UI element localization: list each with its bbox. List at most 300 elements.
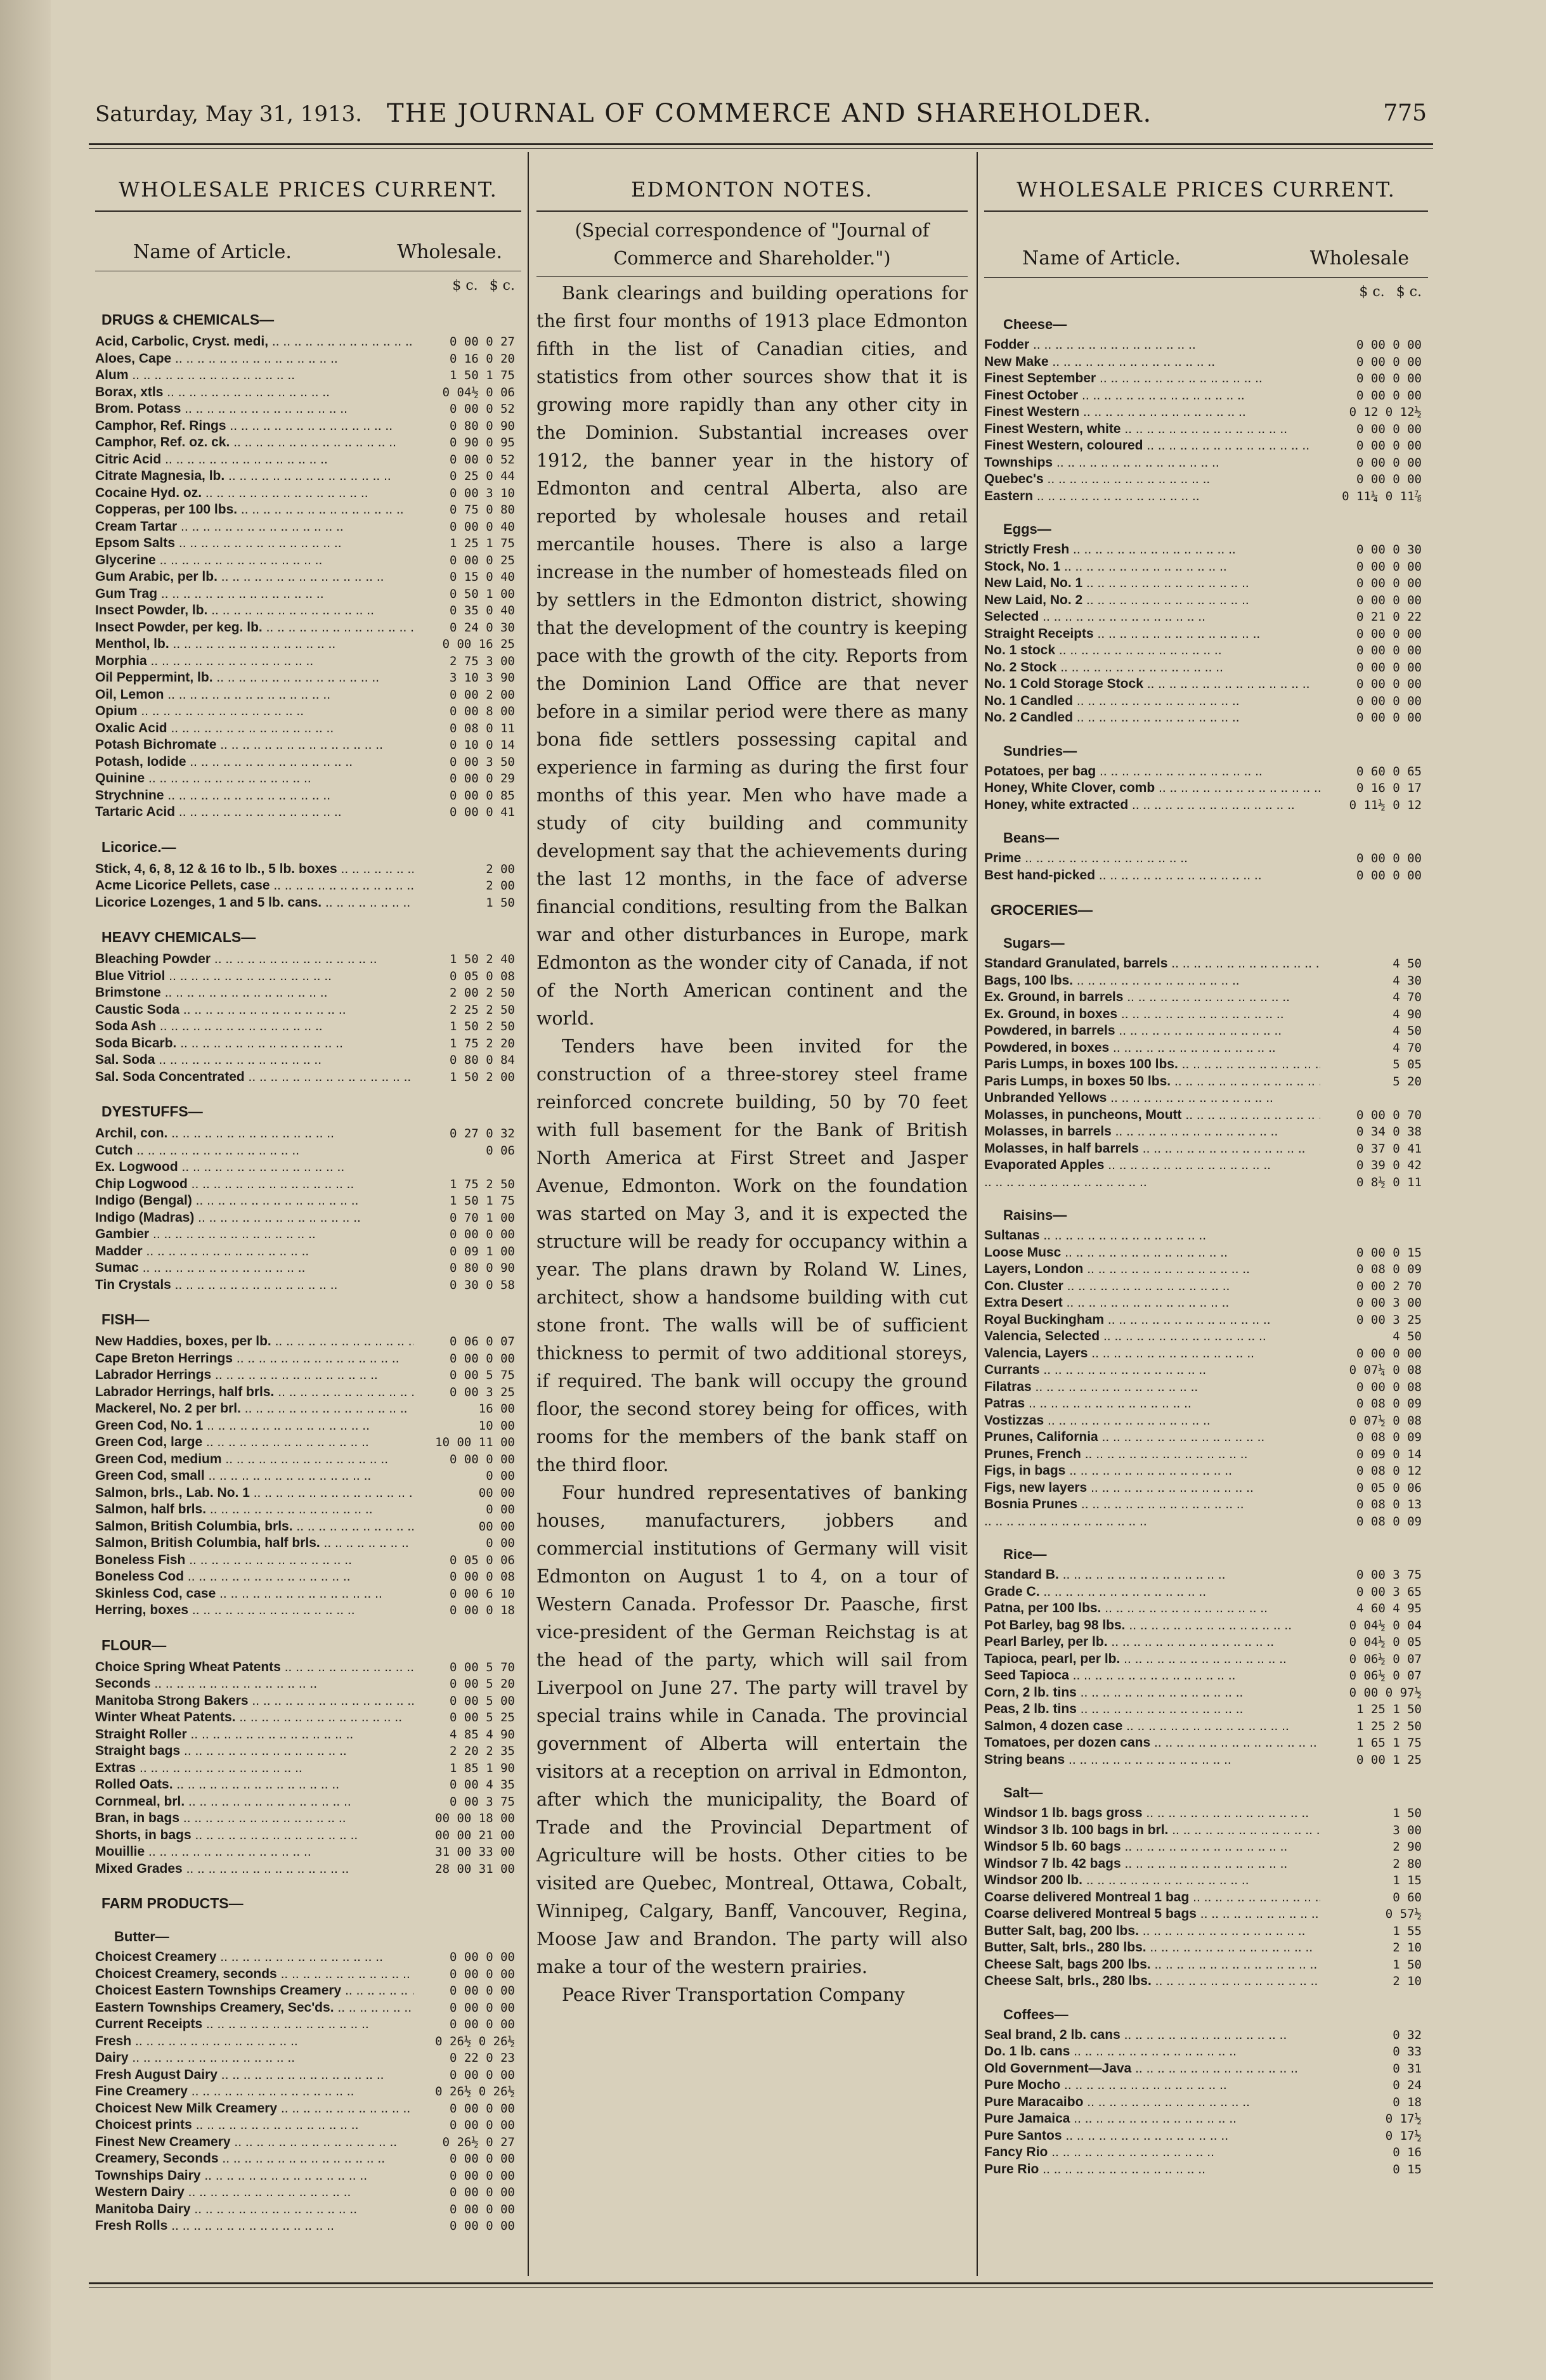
article-name: Cutch .. .. bbox=[95, 1142, 413, 1160]
article-name: Archil, con. .. .. bbox=[95, 1125, 413, 1142]
article-name: Fresh Rolls .. .. bbox=[95, 2218, 413, 2235]
price-range: 4 30 bbox=[1393, 973, 1422, 988]
price-row bbox=[984, 1227, 1428, 1245]
price-unit-header bbox=[95, 278, 521, 294]
price-row bbox=[95, 1018, 521, 1035]
price-range: 0 05 0 06 bbox=[450, 1553, 515, 1567]
price-range: 5 20 bbox=[1393, 1074, 1422, 1089]
article-name: Bleaching Powder .. .. bbox=[95, 951, 413, 968]
article-name: Stick, 4, 6, 8, 12 & 16 to lb., 5 lb. boxes .. .. bbox=[95, 861, 413, 878]
price-range: 0 00 3 50 bbox=[450, 754, 515, 769]
price-range: 1 25 1 50 bbox=[1356, 1702, 1422, 1716]
price-row bbox=[984, 867, 1428, 884]
section-heading: FLOUR— bbox=[101, 1636, 167, 1653]
article-name: Con. Cluster .. .. bbox=[984, 1278, 1320, 1295]
article-name: Labrador Herrings .. .. bbox=[95, 1367, 413, 1384]
article-paragraph: Four hundred representatives of banking houses, manufacturers, jobbers and commercial institutions of Germany will visit Edmonton on August 1 to 4, on a tour of Western Canada. Professor Dr. Paasche, first vice-president of the German Reichstag is at the head of the party, which will sail from Liverpool on June 27. The party will travel by special trains while in Canada. The provincial government of Alberta will entertain the visitors at a reception on arrival in Edmonton, after which the municipality, the Board of Trade and the Provincial Department of Agriculture will be hosts. Other cities to be visited are Quebec, Montreal, Ottawa, Cobalt, Winnipeg, Calgary, Banff, Vancouver, Regina, Moose Jaw and Brandon. The party will also make a tour of the western prairies. bbox=[536, 1482, 968, 1977]
price-range: 0 00 5 00 bbox=[450, 1693, 515, 1708]
price-row bbox=[95, 1602, 521, 1619]
article-name: Salmon, 4 dozen case .. .. bbox=[984, 1718, 1320, 1735]
price-row bbox=[95, 569, 521, 586]
article-name: Mackerel, No. 2 per brl. .. .. bbox=[95, 1400, 413, 1418]
article-name: No. 1 Cold Storage Stock .. .. bbox=[984, 676, 1320, 693]
price-row bbox=[984, 1174, 1428, 1191]
price-row bbox=[95, 1052, 521, 1069]
price-row bbox=[95, 2033, 521, 2050]
price-range: 0 00 0 00 bbox=[1356, 694, 1422, 708]
article-name: Cheese Salt, bags 200 lbs. .. .. bbox=[984, 1956, 1320, 1974]
article-name: Finest Western .. .. bbox=[984, 404, 1320, 421]
article-name: Honey, white extracted .. .. bbox=[984, 797, 1320, 814]
article-name: No. 1 Candled .. .. bbox=[984, 693, 1320, 710]
price-range bbox=[1320, 1090, 1428, 1107]
price-row bbox=[984, 1600, 1428, 1617]
subsection-heading: Sundries— bbox=[1003, 742, 1077, 759]
price-range: 4 90 bbox=[1393, 1007, 1422, 1021]
price-range: 0 00 0 00 bbox=[1356, 593, 1422, 607]
price-row bbox=[984, 1379, 1428, 1396]
article-name: Finest September .. .. bbox=[984, 370, 1320, 387]
article-name: Pure Maracaibo .. .. bbox=[984, 2094, 1320, 2111]
price-range: 0 00 0 00 bbox=[1356, 711, 1422, 725]
article-name: Choicest Creamery, seconds .. .. bbox=[95, 1966, 413, 1983]
price-row bbox=[95, 602, 521, 619]
price-row bbox=[95, 1210, 521, 1227]
price-range: 0 32 bbox=[1393, 2028, 1422, 2042]
price-range: 0 00 0 00 bbox=[450, 2185, 515, 2199]
price-row bbox=[984, 488, 1428, 505]
price-range: 0 60 0 65 bbox=[1356, 764, 1422, 779]
article-name: No. 2 Stock .. .. bbox=[984, 659, 1320, 676]
article-name: Fancy Rio .. .. bbox=[984, 2144, 1320, 2161]
article-name: Potash, Iodide .. .. bbox=[95, 754, 413, 771]
subsection-heading: Raisins— bbox=[1003, 1207, 1067, 1223]
page-number: 775 bbox=[1383, 100, 1427, 126]
price-row bbox=[95, 2083, 521, 2100]
price-range: 0 00 0 00 bbox=[1356, 660, 1422, 675]
article-name: Layers, London .. .. bbox=[984, 1261, 1320, 1278]
article-name: Strychnine .. .. bbox=[95, 787, 413, 805]
price-row bbox=[95, 1776, 521, 1794]
price-row bbox=[984, 575, 1428, 592]
price-row bbox=[95, 1726, 521, 1743]
price-range: 0 07¼ 0 08 bbox=[1349, 1363, 1422, 1377]
price-range: 0 00 0 00 bbox=[450, 1984, 515, 1998]
price-row bbox=[984, 955, 1428, 973]
price-range: 0 06½ 0 07 bbox=[1349, 1652, 1422, 1666]
price-range: 0 33 bbox=[1393, 2045, 1422, 2059]
article-name: Grade C. .. .. bbox=[984, 1584, 1320, 1601]
article-name: Sal. Soda Concentrated .. .. bbox=[95, 1069, 413, 1086]
price-range: 1 50 bbox=[1393, 1806, 1422, 1820]
article-name: Acid, Carbolic, Cryst. medi, .. .. bbox=[95, 333, 413, 351]
price-row bbox=[95, 1451, 521, 1468]
price-row bbox=[95, 2184, 521, 2201]
article-name: Coarse delivered Montreal 1 bag .. .. bbox=[984, 1889, 1320, 1906]
price-row bbox=[95, 1277, 521, 1294]
article-name: Quebec's .. .. bbox=[984, 471, 1320, 488]
article-name: Pearl Barley, per lb. .. .. bbox=[984, 1634, 1320, 1651]
article-name: Windsor 1 lb. bags gross .. .. bbox=[984, 1805, 1320, 1822]
price-range: 0 00 0 00 bbox=[1356, 455, 1422, 470]
price-range: 0 00 0 30 bbox=[1356, 543, 1422, 557]
price-range: 0 00 0 41 bbox=[450, 805, 515, 819]
price-row bbox=[95, 2150, 521, 2168]
article-name: Choice Spring Wheat Patents .. .. bbox=[95, 1659, 413, 1676]
left-price-list bbox=[95, 278, 521, 2235]
price-range: 0 00 0 08 bbox=[450, 1570, 515, 1584]
price-range: 0 00 0 08 bbox=[1356, 1380, 1422, 1394]
price-row bbox=[984, 780, 1428, 797]
price-row bbox=[984, 1667, 1428, 1685]
price-range: 0 08 0 09 bbox=[1356, 1514, 1422, 1529]
middle-column-title: EDMONTON NOTES. bbox=[631, 178, 873, 202]
price-row bbox=[95, 1810, 521, 1827]
price-range: 0 06 bbox=[486, 1143, 515, 1158]
price-range: 2 00 bbox=[486, 879, 515, 893]
price-row bbox=[984, 354, 1428, 371]
price-row bbox=[984, 693, 1428, 710]
price-range: 0 15 bbox=[1393, 2162, 1422, 2176]
price-range: 0 11¼ 0 11⅞ bbox=[1342, 489, 1422, 503]
journal-title: THE JOURNAL OF COMMERCE AND SHAREHOLDER. bbox=[387, 99, 1153, 128]
price-row bbox=[95, 2050, 521, 2067]
article-name: New Laid, No. 1 .. .. bbox=[984, 575, 1320, 592]
article-paragraph: Tenders have been invited for the construction of a three-storey steel frame reinforced concrete building, 50 by 70 feet with full basement for the Bank of British North America at First Street and Jasper Avenue, Edmonton. Work on the foundation was started on May 3, and it is expected the structure will be ready for occupancy within a year. The plans drawn by Roland W. Lines, architect, show a handsome building with cut stone front. The walls will be of sufficient thickness to permit of two additional storeys, if required. The bank will occupy the ground floor, the second storey being for offices, with rooms for the members of the bank staff on the third floor. bbox=[536, 1036, 968, 1475]
article-name: Green Cod, small .. .. bbox=[95, 1468, 413, 1485]
subsection-heading: Cheese— bbox=[1003, 316, 1067, 332]
article-name: Sumac .. .. bbox=[95, 1260, 413, 1277]
article-name: Menthol, lb. .. .. bbox=[95, 636, 413, 653]
price-row bbox=[95, 333, 521, 351]
price-range: 0 00 2 00 bbox=[450, 687, 515, 702]
price-range: 0 00 3 25 bbox=[450, 1385, 515, 1399]
price-row bbox=[95, 1035, 521, 1052]
article-name: Honey, White Clover, comb .. .. bbox=[984, 780, 1320, 797]
price-row bbox=[95, 804, 521, 821]
section-heading: GROCERIES— bbox=[991, 902, 1093, 918]
left-price-column bbox=[95, 152, 521, 2235]
price-row bbox=[95, 351, 521, 368]
price-row bbox=[95, 1709, 521, 1726]
article-name: Unbranded Yellows .. .. bbox=[984, 1090, 1320, 1107]
price-row bbox=[95, 1659, 521, 1676]
price-range: 0 00 0 15 bbox=[1356, 1245, 1422, 1260]
price-row bbox=[95, 535, 521, 552]
article-intro: (Special correspondence of "Journal of Commerce and Shareholder.") bbox=[575, 220, 930, 269]
price-range: 4 70 bbox=[1393, 990, 1422, 1004]
price-range: 0 00 0 97½ bbox=[1349, 1685, 1422, 1700]
price-row bbox=[95, 1159, 521, 1176]
edmonton-notes-column bbox=[536, 152, 968, 2009]
price-row bbox=[984, 2111, 1428, 2128]
price-range: 0 24 bbox=[1393, 2078, 1422, 2092]
left-title-rule bbox=[95, 210, 521, 212]
price-row bbox=[984, 609, 1428, 626]
price-range: 2 25 2 50 bbox=[450, 1002, 515, 1017]
column-divider-1 bbox=[528, 152, 529, 2276]
price-row bbox=[984, 1567, 1428, 1584]
price-row bbox=[95, 1260, 521, 1277]
price-row bbox=[95, 895, 521, 912]
price-range: 4 85 4 90 bbox=[450, 1727, 515, 1742]
footer-rule-thin bbox=[89, 2287, 1433, 2288]
article-name: Powdered, in boxes .. .. bbox=[984, 1040, 1320, 1057]
price-range: 0 26½ 0 26½ bbox=[435, 2034, 515, 2048]
price-row bbox=[984, 642, 1428, 659]
article-name: Quinine .. .. bbox=[95, 770, 413, 787]
price-range: 0 08 0 11 bbox=[450, 721, 515, 735]
price-range: 0 00 5 70 bbox=[450, 1660, 515, 1674]
price-row bbox=[984, 1839, 1428, 1856]
subsection-heading: Butter— bbox=[114, 1929, 169, 1944]
article-name: Do. 1 lb. cans .. .. bbox=[984, 2043, 1320, 2060]
price-range: 0 00 0 00 bbox=[1356, 868, 1422, 883]
price-row bbox=[95, 2218, 521, 2235]
price-range: 0 00 0 00 bbox=[1356, 626, 1422, 641]
price-range: 0 00 5 20 bbox=[450, 1677, 515, 1691]
price-range: 0 00 0 00 bbox=[1356, 851, 1422, 865]
price-row bbox=[95, 2134, 521, 2151]
price-range: 10 00 11 00 bbox=[435, 1435, 515, 1449]
article-name: Potatoes, per bag .. .. bbox=[984, 763, 1320, 780]
article-name: Valencia, Layers .. .. bbox=[984, 1345, 1320, 1362]
article-name: Seed Tapioca .. .. bbox=[984, 1667, 1320, 1685]
price-row bbox=[95, 1568, 521, 1586]
article-name: Patna, per 100 lbs. .. .. bbox=[984, 1600, 1320, 1617]
price-range: 1 25 1 75 bbox=[450, 536, 515, 550]
price-range: 0 00 0 00 bbox=[450, 1227, 515, 1241]
price-range: 00 00 bbox=[478, 1519, 515, 1534]
price-range: 0 00 0 00 bbox=[450, 2067, 515, 2082]
price-range: 0 80 0 90 bbox=[450, 1261, 515, 1275]
price-range: 0 00 0 00 bbox=[1356, 644, 1422, 657]
article-name: Acme Licorice Pellets, case .. .. bbox=[95, 877, 413, 895]
price-range: 0 00 0 85 bbox=[450, 788, 515, 803]
price-row bbox=[984, 1141, 1428, 1158]
price-row bbox=[95, 1760, 521, 1777]
subsection-heading: Eggs— bbox=[1003, 521, 1051, 537]
price-range: 2 90 bbox=[1393, 1840, 1422, 1854]
right-price-column bbox=[984, 152, 1428, 2178]
price-row bbox=[95, 1367, 521, 1384]
middle-title-rule bbox=[536, 210, 968, 212]
price-range: 0 04½ 0 06 bbox=[442, 385, 515, 399]
price-row bbox=[95, 1501, 521, 1518]
price-row bbox=[984, 541, 1428, 559]
price-row bbox=[984, 797, 1428, 814]
price-range: 0 16 0 17 bbox=[1356, 781, 1422, 795]
price-row bbox=[984, 1328, 1428, 1345]
article-name: Eastern Townships Creamery, Sec'ds. .. .. bbox=[95, 2000, 413, 2017]
article-name: Figs, in bags .. .. bbox=[984, 1463, 1320, 1480]
article-name: Soda Ash .. .. bbox=[95, 1018, 413, 1035]
price-row bbox=[984, 2077, 1428, 2094]
price-row bbox=[984, 387, 1428, 404]
price-range: 3 00 bbox=[1393, 1823, 1422, 1837]
price-row bbox=[984, 455, 1428, 472]
price-row bbox=[984, 1040, 1428, 1057]
price-range: 0 00 0 00 bbox=[450, 1351, 515, 1366]
article-name bbox=[984, 1513, 1320, 1530]
left-column-title: WHOLESALE PRICES CURRENT. bbox=[119, 178, 498, 202]
article-name: Choicest Eastern Townships Creamery .. .. bbox=[95, 1982, 413, 2000]
price-range: 0 00 0 00 bbox=[450, 2152, 515, 2166]
article-name: Tapioca, pearl, per lb. .. .. bbox=[984, 1651, 1320, 1668]
price-row bbox=[984, 1651, 1428, 1668]
price-range: 0 00 0 00 bbox=[450, 2118, 515, 2132]
price-range: 0 00 5 25 bbox=[450, 1711, 515, 1724]
subsection-heading: Sugars— bbox=[1003, 935, 1065, 951]
price-range: 0 00 8 00 bbox=[450, 704, 515, 718]
article-name: Fresh August Dairy .. .. bbox=[95, 2067, 413, 2084]
article-name: Camphor, Ref. Rings .. .. bbox=[95, 418, 413, 435]
price-row bbox=[95, 1333, 521, 1350]
price-range: 0 00 0 00 bbox=[1356, 354, 1422, 369]
price-row bbox=[95, 669, 521, 687]
article-name: Gum Arabic, per lb. .. .. bbox=[95, 569, 413, 586]
price-range: 0 8½ 0 11 bbox=[1356, 1175, 1422, 1189]
price-row bbox=[95, 1966, 521, 1983]
article-name: Brom. Potass .. .. bbox=[95, 401, 413, 418]
price-row bbox=[95, 1142, 521, 1160]
price-row bbox=[95, 1243, 521, 1260]
price-range: 0 80 0 90 bbox=[450, 418, 515, 433]
price-row bbox=[984, 1463, 1428, 1480]
article-name: New Make .. .. bbox=[984, 354, 1320, 371]
article-name: New Haddies, boxes, per lb. .. .. bbox=[95, 1333, 413, 1350]
price-row bbox=[984, 1617, 1428, 1634]
price-row bbox=[984, 1345, 1428, 1362]
price-row bbox=[984, 1735, 1428, 1752]
price-row bbox=[984, 1157, 1428, 1174]
price-range: 0 00 bbox=[486, 1469, 515, 1483]
article-name: Winter Wheat Patents. .. .. bbox=[95, 1709, 413, 1726]
price-row bbox=[984, 1480, 1428, 1497]
price-row bbox=[984, 1056, 1428, 1073]
price-range: 0 00 6 10 bbox=[450, 1586, 515, 1601]
price-row bbox=[95, 501, 521, 519]
price-range bbox=[413, 1159, 521, 1176]
price-row bbox=[95, 737, 521, 754]
price-range: 0 00 0 00 bbox=[450, 1452, 515, 1466]
article-name: Valencia, Selected .. .. bbox=[984, 1328, 1320, 1345]
price-row bbox=[984, 1701, 1428, 1718]
price-range: 0 06 0 07 bbox=[450, 1335, 515, 1348]
price-row bbox=[95, 2067, 521, 2084]
price-range: 0 15 0 40 bbox=[450, 570, 515, 584]
article-name: Strictly Fresh .. .. bbox=[984, 541, 1320, 559]
price-range: 0 00 0 70 bbox=[1356, 1108, 1422, 1122]
price-range: 00 00 bbox=[478, 1485, 515, 1500]
price-row bbox=[95, 384, 521, 401]
price-row bbox=[95, 434, 521, 451]
price-row bbox=[984, 2161, 1428, 2178]
article-name: Shorts, in bags .. .. bbox=[95, 1827, 413, 1844]
right-column-head bbox=[1022, 247, 1409, 269]
article-name: Choicest Creamery .. .. bbox=[95, 1949, 413, 1966]
price-row bbox=[984, 1956, 1428, 1974]
page-edge bbox=[0, 0, 51, 2380]
article-name: Bran, in bags .. .. bbox=[95, 1810, 413, 1827]
price-row bbox=[95, 1827, 521, 1844]
article-name: Stock, No. 1 .. .. bbox=[984, 559, 1320, 576]
price-row bbox=[984, 1362, 1428, 1379]
price-row bbox=[95, 2100, 521, 2118]
price-range: 2 80 bbox=[1393, 1856, 1422, 1871]
price-row bbox=[984, 471, 1428, 488]
price-range: 0 05 0 08 bbox=[450, 969, 515, 983]
price-row bbox=[984, 1805, 1428, 1822]
article-name: Ex. Ground, in barrels .. .. bbox=[984, 989, 1320, 1006]
article-name: Oxalic Acid .. .. bbox=[95, 720, 413, 737]
price-range: 0 00 3 75 bbox=[450, 1794, 515, 1809]
article-name: Paris Lumps, in boxes 100 lbs. .. .. bbox=[984, 1056, 1320, 1073]
price-range bbox=[1320, 1227, 1428, 1245]
issue-date: Saturday, May 31, 1913. bbox=[95, 101, 363, 127]
article-name: Molasses, in half barrels .. .. bbox=[984, 1141, 1320, 1158]
subsection-heading: Coffees— bbox=[1003, 2006, 1069, 2022]
price-range: 0 00 0 25 bbox=[450, 553, 515, 567]
price-range: 1 15 bbox=[1393, 1873, 1422, 1887]
price-row bbox=[95, 951, 521, 968]
price-row bbox=[984, 1496, 1428, 1513]
left-column-head bbox=[133, 241, 502, 263]
article-name: Butter, Salt, brls., 280 lbs. .. .. bbox=[984, 1939, 1320, 1956]
article-name: Royal Buckingham .. .. bbox=[984, 1312, 1320, 1329]
article-name: Cocaine Hyd. oz. .. .. bbox=[95, 485, 413, 502]
price-unit: $ c. bbox=[489, 278, 515, 294]
price-range: 0 00 0 27 bbox=[450, 335, 515, 349]
price-range: 0 00 bbox=[486, 1503, 515, 1517]
price-range: 1 50 1 75 bbox=[450, 1194, 515, 1208]
article-name: Opium .. .. bbox=[95, 703, 413, 720]
price-range: 1 50 1 75 bbox=[450, 368, 515, 382]
price-range: 0 26½ 0 26½ bbox=[435, 2085, 515, 2099]
price-range: 4 70 bbox=[1393, 1040, 1422, 1055]
article-name: Dairy .. .. bbox=[95, 2050, 413, 2067]
price-range: 0 04½ 0 04 bbox=[1349, 1618, 1422, 1633]
article-name: Western Dairy .. .. bbox=[95, 2184, 413, 2201]
price-range: 0 25 0 44 bbox=[450, 469, 515, 483]
price-range: 0 00 0 00 bbox=[1356, 372, 1422, 385]
price-range: 0 00 3 10 bbox=[450, 486, 515, 500]
article-name: Townships .. .. bbox=[984, 455, 1320, 472]
article-name: Ex. Logwood .. .. bbox=[95, 1159, 413, 1176]
price-row bbox=[95, 552, 521, 569]
price-range: 0 60 bbox=[1393, 1890, 1422, 1905]
article-name: Creamery, Seconds .. .. bbox=[95, 2150, 413, 2168]
price-row bbox=[95, 861, 521, 878]
article-name: Salmon, half brls. .. .. bbox=[95, 1501, 413, 1518]
price-row bbox=[95, 2168, 521, 2185]
article-name: Current Receipts .. .. bbox=[95, 2016, 413, 2033]
article-name: Tomatoes, per dozen cans .. .. bbox=[984, 1735, 1320, 1752]
page-header bbox=[89, 95, 1433, 146]
price-row bbox=[95, 1400, 521, 1418]
article-name: Green Cod, No. 1 .. .. bbox=[95, 1418, 413, 1435]
article-name: Vostizzas .. .. bbox=[984, 1413, 1320, 1430]
article-name: Potash Bichromate .. .. bbox=[95, 737, 413, 754]
price-row bbox=[984, 1023, 1428, 1040]
price-range: 1 75 2 50 bbox=[450, 1177, 515, 1191]
article-name: Herring, boxes .. .. bbox=[95, 1602, 413, 1619]
price-range: 0 00 0 00 bbox=[450, 2219, 515, 2233]
article-name: Straight Receipts .. .. bbox=[984, 626, 1320, 643]
price-row bbox=[95, 1226, 521, 1243]
article-name: Corn, 2 lb. tins .. .. bbox=[984, 1685, 1320, 1702]
price-row bbox=[95, 1743, 521, 1760]
